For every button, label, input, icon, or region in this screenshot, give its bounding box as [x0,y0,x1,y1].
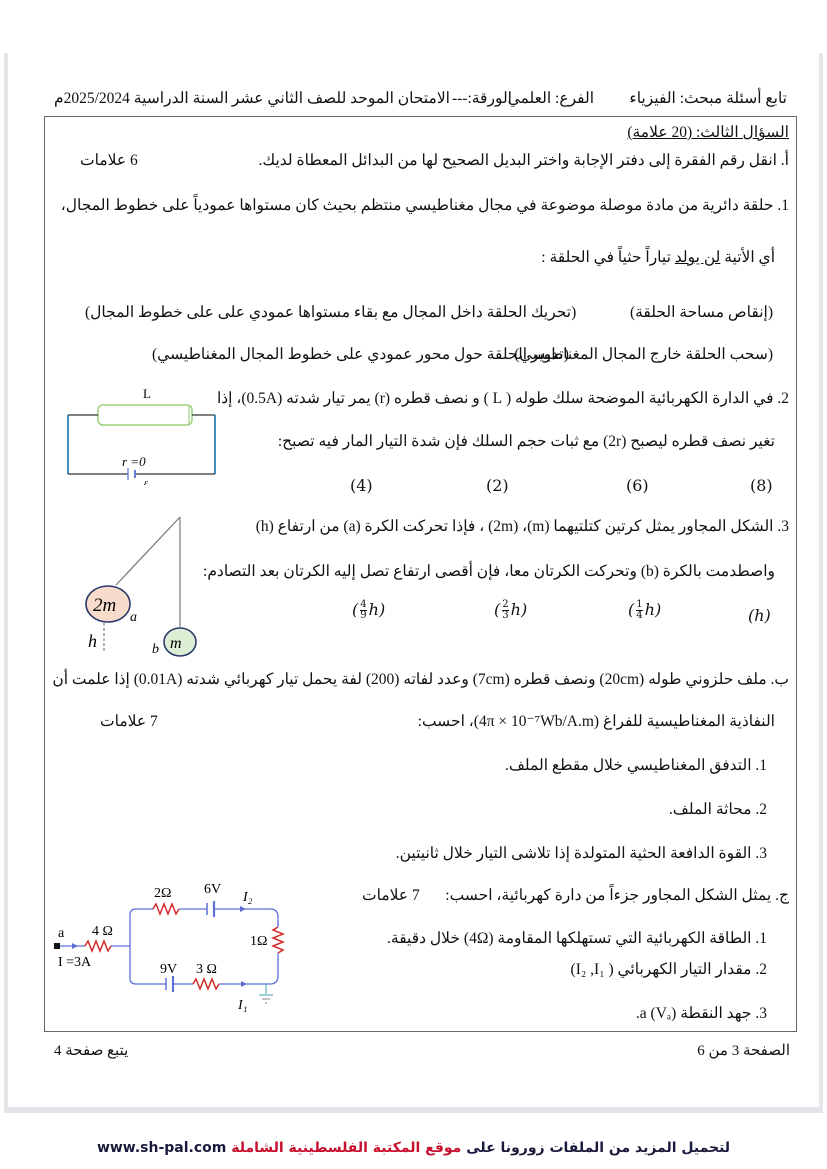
item3-option-2: ( $\frac{1}{4}$ h) [628,599,662,621]
header-paper: الورقة:--- [451,90,512,107]
svg-text:4 Ω: 4 Ω [92,924,113,939]
page-number: الصفحة 3 من 6 [697,1043,790,1059]
item1-line2-pre: أي الأتية [720,249,775,266]
item3-line1: 3. الشكل المجاور يمثل كرتين كتلتيهما (m)، (2m) ، فإذا تحركت الكرة (a) من ارتفاع (h) [255,518,789,535]
site-banner [0,1140,827,1156]
wire-circuit-diagram [60,380,230,485]
header-subject: تابع أسئلة مبحث: الفيزياء [629,90,787,107]
pendulum-diagram [60,505,240,665]
part-a-marks: 6 علامات [80,152,138,169]
item1-line2 [541,248,775,267]
svg-text:I₁: I₁ [238,998,248,1013]
part-c-item-1: 1. الطاقة الكهربائية التي تستهلكها المقاومة (4Ω) خلال دقيقة. [387,930,767,947]
item1-line1: 1. حلقة دائرية من مادة موصلة موضوعة في مجال مغناطيسي منتظم بحيث كان مستواها عمودياً على خطوط المجال، [60,197,789,214]
item1-line2-post: تياراً حثياً في الحلقة : [541,249,675,266]
arrow-icon [72,943,78,949]
arrow-icon [240,906,246,912]
item1-line2-underlined: لن يولد [674,249,721,266]
next-page-note: يتبع صفحة 4 [54,1043,129,1059]
arrow-icon [241,981,247,987]
svg-text:a: a [130,610,137,625]
part-b-line1: ب. ملف حلزوني طوله (20cm) ونصف قطره (7cm) وعدد لفاته (200) لفة يحمل تيار كهربائي شدته (0.01A) إذا علمت أن [52,671,789,688]
header-exam: الامتحان الموحد للصف الثاني عشر [231,90,450,107]
item2-option-4: (4) [350,476,373,495]
svg-text:I₂: I₂ [243,890,253,905]
svg-text:6V: 6V [204,882,222,897]
svg-text:b: b [152,642,159,657]
part-c-item-3: 3. جهد النقطة a (Vₐ). [635,1005,767,1022]
item2-option-2: (6) [626,476,649,495]
svg-text:2Ω: 2Ω [154,886,172,901]
battery-emf-label: ε [144,478,148,485]
banner-site-name: موقع المكتبة الفلسطينية الشاملة [226,1140,462,1156]
svg-text:h: h [88,631,97,651]
item2-option-1: (8) [750,476,773,495]
svg-text:I =3A: I =3A [58,955,92,970]
svg-text:a: a [58,926,65,941]
battery-r-label: r =0 [122,454,146,469]
part-c-marks: 7 علامات [362,887,420,904]
svg-text:1Ω: 1Ω [250,934,268,949]
svg-text:2m: 2m [93,595,117,616]
part-b-item-3: 3. القوة الدافعة الحثية المتولدة إذا تلاشى التيار خلال ثانيتين. [395,845,767,862]
resistor-3-ohm [193,979,219,989]
part-c-item-2: 2. مقدار التيار الكهربائي ( I₂ ,I₁) [570,961,767,978]
question-title: السؤال الثالث: (20 علامة) [627,124,789,141]
part-b-item-2: 2. محاثة الملف. [668,801,767,818]
circuit-diagram [50,875,300,1020]
item3-option-3: ( $\frac{2}{3}$ h) [494,599,528,621]
item2-line2: تغير نصف قطره ليصبح (2r) مع ثبات حجم السلك فإن شدة التيار المار فيه تصبح: [277,433,775,450]
banner-url-link[interactable]: www.sh-pal.com [96,1140,227,1156]
svg-text:9V: 9V [160,962,178,977]
item3-line2: واصطدمت بالكرة (b) وتحركت الكرتان معا، فإن أقصى ارتفاع تصل إليه الكرتان بعد التصادم: [203,563,775,580]
part-b-line2: النفاذية المغناطيسية للفراغ (4π × 10⁻⁷Wb/A.m)، احسب: [417,713,775,730]
part-b-marks: 7 علامات [100,713,158,730]
resistor-2-ohm [153,904,179,914]
svg-text:3 Ω: 3 Ω [196,962,217,977]
item2-option-3: (2) [486,476,509,495]
item1-option-4: (تدوير الحلقة حول محور عمودي على خطوط المجال المغناطيسي) [152,346,569,363]
item2-line1: 2. في الدارة الكهربائية الموضحة سلك طوله ( L ) و نصف قطره (r) يمر تيار شدته (0.5A)، إذا [216,390,789,407]
wire-resistor [98,405,192,425]
wire-length-label: L [143,386,151,401]
item1-option-1: (إنقاص مساحة الحلقة) [629,304,773,321]
header-year: السنة الدراسية 2025/2024م [54,90,229,107]
header-branch: الفرع: العلمي [507,90,594,107]
part-b-item-1: 1. التدفق المغناطيسي خلال مقطع الملف. [504,757,767,774]
item3-option-1: (h) [748,606,771,625]
resistor-4-ohm [85,941,111,951]
part-c-line1: ج. يمثل الشكل المجاور جزءاً من دارة كهربائية، احسب: [445,887,789,904]
resistor-1-ohm [273,927,283,953]
svg-text:m: m [170,635,182,652]
item3-option-4: ( $\frac{4}{9}$ h) [352,599,386,621]
part-a-instruction: أ. انقل رقم الفقرة إلى دفتر الإجابة واختر البديل الصحيح لها من البدائل المعطاة لديك. [258,152,789,169]
item1-option-3: (سحب الحلقة خارج المجال المغناطيسي) [514,346,773,363]
item1-option-2: (تحريك الحلقة داخل المجال مع بقاء مستواها عمودي على على خطوط المجال) [85,304,577,321]
banner-text: لتحميل المزيد من الملفات زورونا على [461,1140,731,1156]
point-a-terminal [54,943,60,949]
